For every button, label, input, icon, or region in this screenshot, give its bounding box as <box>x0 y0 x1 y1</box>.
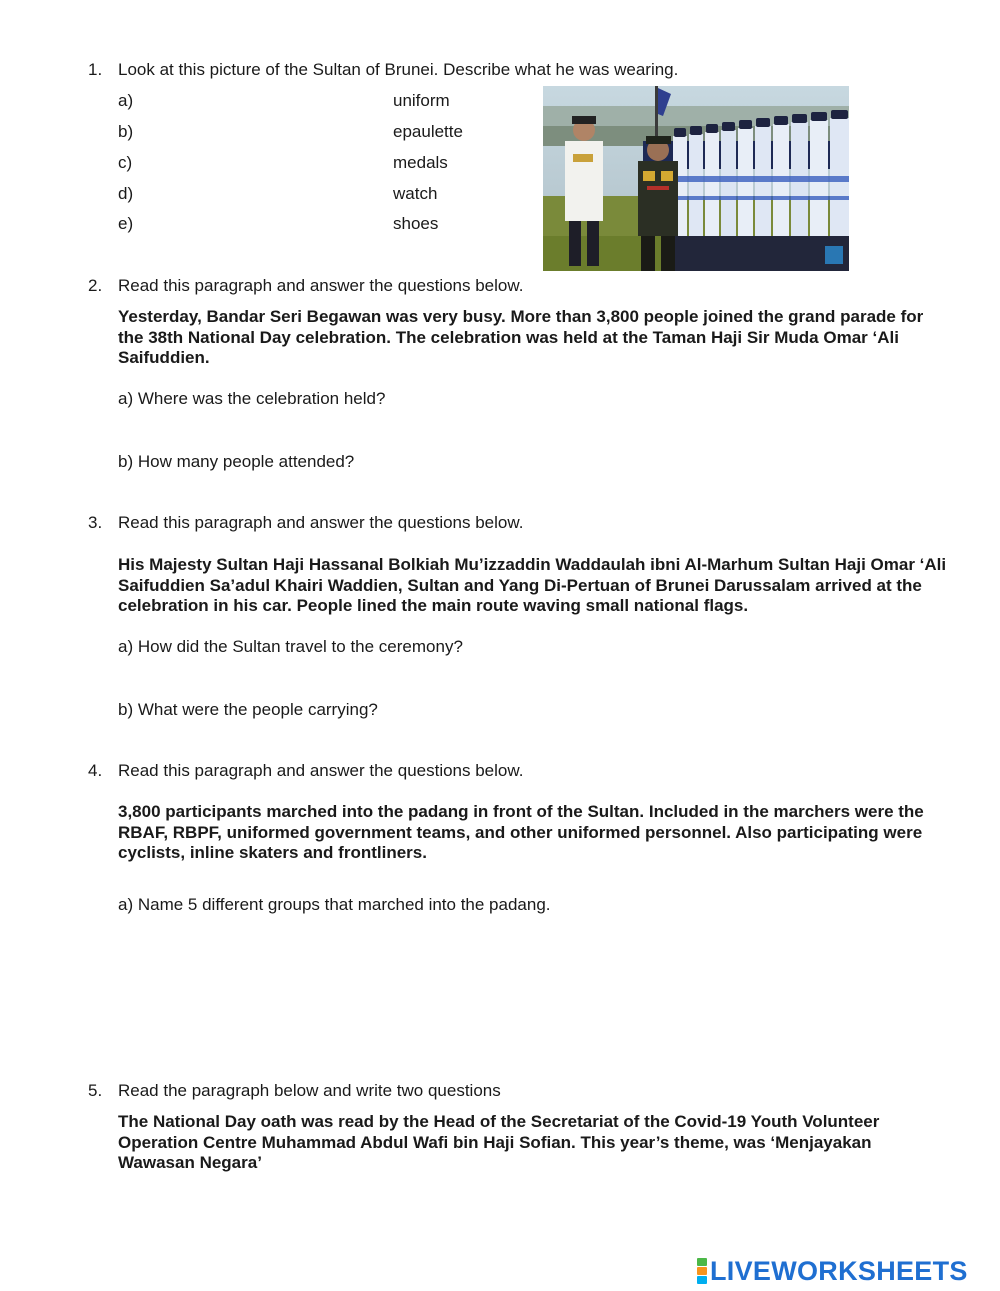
q5-prompt: Read the paragraph below and write two questions <box>118 1081 501 1100</box>
q2-question-b: b) How many people attended? <box>118 452 355 471</box>
q1-option-b-word: epaulette <box>393 122 463 141</box>
q2-paragraph: Yesterday, Bandar Seri Begawan was very busy. More than 3,800 people joined the grand parade for the 38th National Day celebration. The celebration was held at the Taman Haji Sir Muda Omar ‘Ali Saifuddien. <box>118 307 924 367</box>
q2-prompt: Read this paragraph and answer the questions below. <box>118 276 524 295</box>
q1-number: 1. <box>88 60 103 79</box>
q2-question-a: a) Where was the celebration held? <box>118 389 386 408</box>
q4-prompt: Read this paragraph and answer the questions below. <box>118 761 524 780</box>
q3-question-b: b) What were the people carrying? <box>118 700 378 719</box>
q1-prompt: Look at this picture of the Sultan of Brunei. Describe what he was wearing. <box>118 60 679 79</box>
q3-number: 3. <box>88 513 103 532</box>
q3-question-a: a) How did the Sultan travel to the ceremony? <box>118 637 463 656</box>
q1-option-a-word: uniform <box>393 91 450 110</box>
q1-option-c-letter: c) <box>118 153 133 172</box>
q1-option-d-letter: d) <box>118 184 134 203</box>
live-badge-icon <box>697 1258 707 1284</box>
q4-number: 4. <box>88 761 103 780</box>
q1-option-a-letter: a) <box>118 91 134 110</box>
q5-number: 5. <box>88 1081 103 1100</box>
q4-paragraph: 3,800 participants marched into the padang in front of the Sultan. Included in the marchers were the RBAF, RBPF, uniformed government teams, and other uniformed personnel. Also participating were cyclists, inline skaters and frontliners. <box>118 802 924 862</box>
q4-question-a: a) Name 5 different groups that marched into the padang. <box>118 895 551 914</box>
q5-paragraph: The National Day oath was read by the Head of the Secretariat of the Covid-19 Youth Volunteer Operation Centre Muhammad Abdul Wafi bin Haji Sofian. This year’s theme, was ‘Menjayakan Wawasan Negara’ <box>118 1112 880 1172</box>
q2-number: 2. <box>88 276 103 295</box>
q1-option-c-word: medals <box>393 153 448 172</box>
sultan-parade-photo <box>543 86 849 271</box>
q1-option-d-word: watch <box>393 184 438 203</box>
q1-option-e-letter: e) <box>118 214 134 233</box>
q1-option-b-letter: b) <box>118 122 134 141</box>
q3-prompt: Read this paragraph and answer the questions below. <box>118 513 524 532</box>
q3-paragraph: His Majesty Sultan Haji Hassanal Bolkiah Mu’izzaddin Waddaulah ibni Al-Marhum Sultan Haji Omar ‘Ali Saifuddien Sa’adul Khairi Waddien, Sultan and Yang Di-Pertuan of Brunei Darussalam arrived at the celebration in his car. People lined the main route waving small national flags. <box>118 555 947 615</box>
liveworksheets-logo <box>697 1257 968 1285</box>
logo-text: LIVEWORKSHEETS <box>710 1255 968 1286</box>
q1-option-e-word: shoes <box>393 214 439 233</box>
